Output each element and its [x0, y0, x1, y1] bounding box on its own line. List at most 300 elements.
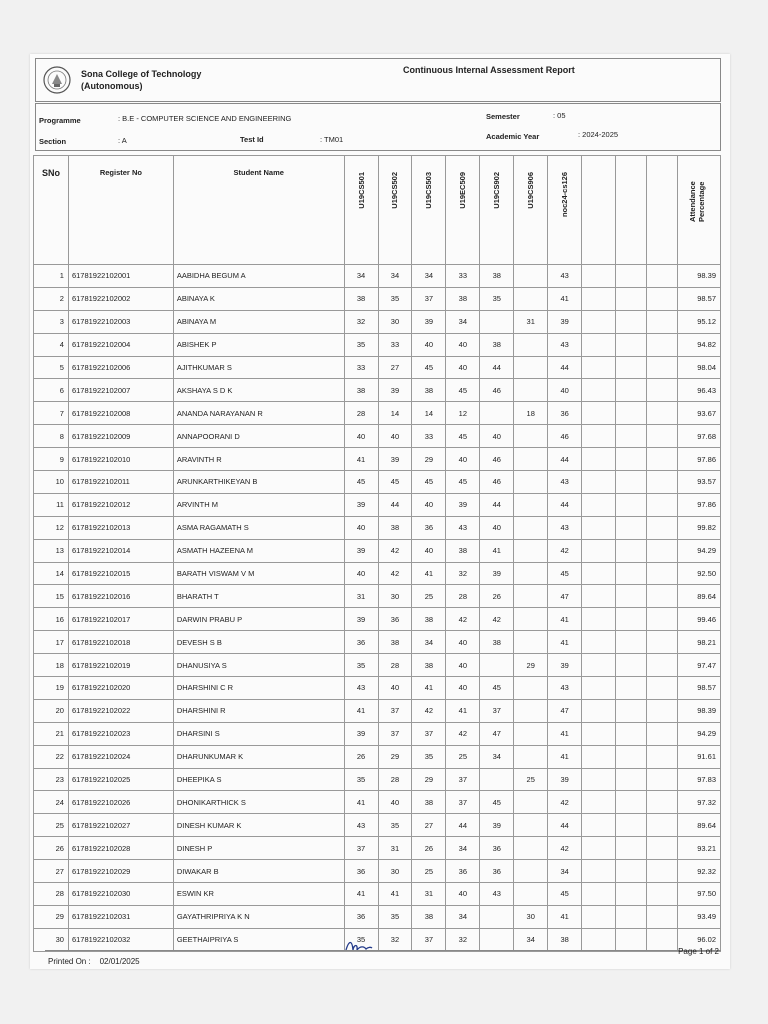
mark-cell: 38 [412, 905, 446, 928]
mark-cell: 40 [412, 493, 446, 516]
mark-cell: 36 [480, 860, 514, 883]
attendance-cell: 97.47 [677, 654, 720, 677]
mark-cell: 34 [480, 745, 514, 768]
student-name-cell: DINESH P [173, 837, 344, 860]
student-name-cell: ARVINTH M [173, 493, 344, 516]
mark-cell: 39 [412, 310, 446, 333]
report-title: Continuous Internal Assessment Report [403, 65, 575, 75]
mark-cell: 43 [548, 677, 582, 700]
mark-cell: 35 [378, 905, 412, 928]
mark-cell [514, 493, 548, 516]
register-no-cell: 61781922102002 [68, 287, 173, 310]
mark-cell: 41 [548, 905, 582, 928]
blank-cell [616, 654, 647, 677]
mark-cell: 41 [344, 883, 378, 906]
mark-cell: 46 [480, 448, 514, 471]
printed-on: Printed On : 02/01/2025 [48, 957, 140, 966]
mark-cell: 39 [344, 722, 378, 745]
mark-cell: 42 [548, 837, 582, 860]
mark-cell: 38 [446, 539, 480, 562]
mark-cell: 39 [548, 310, 582, 333]
table-row [34, 356, 721, 379]
register-no-cell: 61781922102004 [68, 333, 173, 356]
blank-cell [616, 905, 647, 928]
mark-cell: 36 [480, 837, 514, 860]
mark-cell: 38 [446, 287, 480, 310]
mark-cell: 42 [480, 608, 514, 631]
mark-cell: 43 [344, 677, 378, 700]
mark-cell: 39 [344, 493, 378, 516]
mark-cell: 29 [514, 654, 548, 677]
mark-cell: 39 [378, 379, 412, 402]
mark-cell: 14 [378, 402, 412, 425]
section-value: : A [118, 136, 127, 145]
blank-header-3 [646, 156, 677, 265]
mark-cell: 34 [344, 265, 378, 288]
mark-cell: 33 [446, 265, 480, 288]
mark-cell: 44 [378, 493, 412, 516]
subject-header-5: U19CS902 [480, 156, 514, 265]
student-name-cell: DHARSHINI C R [173, 677, 344, 700]
register-no-cell: 61781922102022 [68, 699, 173, 722]
mark-cell [480, 768, 514, 791]
attendance-cell: 97.32 [677, 791, 720, 814]
attendance-cell: 93.21 [677, 837, 720, 860]
mark-cell: 35 [412, 745, 446, 768]
attendance-cell: 97.86 [677, 493, 720, 516]
table-row [34, 928, 721, 951]
mark-cell: 26 [412, 837, 446, 860]
mark-cell [514, 722, 548, 745]
blank-cell [616, 883, 647, 906]
blank-cell [646, 677, 677, 700]
blank-cell [646, 425, 677, 448]
blank-cell [616, 493, 647, 516]
attendance-cell: 92.50 [677, 562, 720, 585]
mark-cell: 38 [480, 631, 514, 654]
attendance-cell: 94.29 [677, 722, 720, 745]
section-label: Section [39, 137, 67, 146]
mark-cell: 28 [378, 768, 412, 791]
blank-cell [616, 631, 647, 654]
blank-cell [616, 722, 647, 745]
mark-cell: 35 [378, 814, 412, 837]
mark-cell: 42 [548, 791, 582, 814]
blank-cell [616, 608, 647, 631]
register-no-cell: 61781922102008 [68, 402, 173, 425]
mark-cell: 31 [344, 585, 378, 608]
register-no-cell: 61781922102028 [68, 837, 173, 860]
student-name-cell: ARUNKARTHIKEYAN B [173, 471, 344, 494]
student-name-cell: AABIDHA BEGUM A [173, 265, 344, 288]
mark-cell: 35 [480, 287, 514, 310]
mark-cell: 37 [412, 722, 446, 745]
sno-cell: 26 [34, 837, 69, 860]
table-row [34, 493, 721, 516]
blank-cell [582, 471, 616, 494]
sno-cell: 28 [34, 883, 69, 906]
blank-cell [582, 699, 616, 722]
mark-cell: 39 [344, 539, 378, 562]
mark-cell: 40 [446, 448, 480, 471]
mark-cell: 14 [412, 402, 446, 425]
mark-cell: 45 [412, 356, 446, 379]
blank-cell [646, 585, 677, 608]
student-name-cell: GEETHAIPRIYA S [173, 928, 344, 951]
blank-cell [646, 837, 677, 860]
sno-cell: 25 [34, 814, 69, 837]
attendance-header: Attendance Percentage [677, 156, 720, 265]
table-row [34, 471, 721, 494]
mark-cell: 47 [480, 722, 514, 745]
page-number: Page 1 of 2 [678, 947, 719, 956]
attendance-cell: 93.49 [677, 905, 720, 928]
mark-cell: 44 [446, 814, 480, 837]
mark-cell: 40 [412, 333, 446, 356]
blank-cell [582, 265, 616, 288]
attendance-cell: 99.46 [677, 608, 720, 631]
mark-cell: 42 [378, 562, 412, 585]
mark-cell: 37 [480, 699, 514, 722]
mark-cell: 38 [344, 287, 378, 310]
mark-cell: 47 [548, 585, 582, 608]
mark-cell: 29 [412, 768, 446, 791]
sno-cell: 23 [34, 768, 69, 791]
blank-cell [646, 379, 677, 402]
college-title-block [81, 68, 201, 92]
blank-cell [616, 471, 647, 494]
table-row [34, 608, 721, 631]
mark-cell: 40 [480, 425, 514, 448]
blank-cell [582, 791, 616, 814]
register-no-cell: 61781922102032 [68, 928, 173, 951]
mark-cell: 12 [446, 402, 480, 425]
table-row [34, 745, 721, 768]
register-no-cell: 61781922102019 [68, 654, 173, 677]
mark-cell: 45 [480, 677, 514, 700]
mark-cell: 34 [412, 265, 446, 288]
sno-cell: 9 [34, 448, 69, 471]
attendance-cell: 96.02 [677, 928, 720, 951]
academic-year-value: : 2024-2025 [578, 130, 619, 139]
sno-cell: 17 [34, 631, 69, 654]
blank-cell [646, 539, 677, 562]
blank-cell [582, 608, 616, 631]
subject-header-4: U19EC509 [446, 156, 480, 265]
mark-cell: 34 [514, 928, 548, 951]
student-name-cell: DHARUNKUMAR K [173, 745, 344, 768]
table-row [34, 333, 721, 356]
register-no-cell: 61781922102016 [68, 585, 173, 608]
mark-cell: 36 [344, 905, 378, 928]
mark-cell: 41 [548, 631, 582, 654]
sno-cell: 29 [34, 905, 69, 928]
mark-cell: 45 [480, 791, 514, 814]
mark-cell: 40 [378, 425, 412, 448]
student-name-cell: DHEEPIKA S [173, 768, 344, 791]
student-name-cell: ASMA RAGAMATH S [173, 516, 344, 539]
mark-cell: 45 [446, 471, 480, 494]
attendance-cell: 94.82 [677, 333, 720, 356]
mark-cell: 42 [548, 539, 582, 562]
mark-cell [514, 814, 548, 837]
mark-cell: 38 [548, 928, 582, 951]
table-row [34, 562, 721, 585]
mark-cell: 28 [378, 654, 412, 677]
blank-cell [646, 402, 677, 425]
blank-cell [646, 928, 677, 951]
blank-cell [616, 333, 647, 356]
mark-cell: 45 [548, 562, 582, 585]
mark-cell: 36 [548, 402, 582, 425]
mark-cell: 40 [344, 562, 378, 585]
sno-cell: 2 [34, 287, 69, 310]
blank-cell [646, 265, 677, 288]
mark-cell [480, 928, 514, 951]
mark-cell: 44 [548, 814, 582, 837]
blank-cell [616, 287, 647, 310]
mark-cell: 36 [344, 631, 378, 654]
table-body [34, 265, 721, 952]
table-row [34, 425, 721, 448]
blank-cell [582, 883, 616, 906]
register-no-cell: 61781922102015 [68, 562, 173, 585]
mark-cell: 41 [548, 608, 582, 631]
register-no-cell: 61781922102023 [68, 722, 173, 745]
attendance-cell: 98.04 [677, 356, 720, 379]
mark-cell: 41 [548, 287, 582, 310]
mark-cell: 43 [480, 883, 514, 906]
blank-cell [616, 837, 647, 860]
register-no-cell: 61781922102026 [68, 791, 173, 814]
student-name-cell: DARWIN PRABU P [173, 608, 344, 631]
blank-cell [646, 493, 677, 516]
register-no-cell: 61781922102010 [68, 448, 173, 471]
mark-cell: 30 [514, 905, 548, 928]
blank-cell [616, 310, 647, 333]
sno-cell: 30 [34, 928, 69, 951]
student-name-cell: DIWAKAR B [173, 860, 344, 883]
mark-cell: 32 [446, 928, 480, 951]
blank-cell [646, 883, 677, 906]
blank-cell [646, 814, 677, 837]
mark-cell: 37 [344, 837, 378, 860]
mark-cell: 43 [446, 516, 480, 539]
attendance-cell: 97.68 [677, 425, 720, 448]
mark-cell: 34 [446, 310, 480, 333]
mark-cell: 35 [344, 333, 378, 356]
mark-cell [514, 265, 548, 288]
mark-cell: 33 [412, 425, 446, 448]
mark-cell [514, 699, 548, 722]
mark-cell [514, 448, 548, 471]
student-name-cell: ANANDA NARAYANAN R [173, 402, 344, 425]
table-row [34, 585, 721, 608]
sno-cell: 10 [34, 471, 69, 494]
mark-cell: 30 [378, 585, 412, 608]
sno-cell: 5 [34, 356, 69, 379]
register-no-cell: 61781922102024 [68, 745, 173, 768]
student-name-cell: DHARSHINI R [173, 699, 344, 722]
mark-cell: 25 [446, 745, 480, 768]
mark-cell: 26 [344, 745, 378, 768]
college-name: Sona College of Technology [81, 69, 202, 79]
table-row [34, 837, 721, 860]
mark-cell: 39 [378, 448, 412, 471]
mark-cell: 28 [344, 402, 378, 425]
mark-cell: 33 [344, 356, 378, 379]
mark-cell: 45 [548, 883, 582, 906]
mark-cell: 40 [378, 677, 412, 700]
blank-cell [582, 379, 616, 402]
mark-cell: 41 [344, 699, 378, 722]
table-row [34, 287, 721, 310]
college-logo-icon [42, 65, 72, 95]
mark-cell: 39 [344, 608, 378, 631]
mark-cell: 34 [446, 905, 480, 928]
mark-cell: 41 [344, 791, 378, 814]
mark-cell: 31 [378, 837, 412, 860]
blank-cell [646, 516, 677, 539]
student-name-cell: DHARSINI S [173, 722, 344, 745]
mark-cell: 40 [412, 539, 446, 562]
mark-cell: 41 [548, 722, 582, 745]
blank-cell [582, 425, 616, 448]
blank-cell [646, 654, 677, 677]
mark-cell: 42 [378, 539, 412, 562]
mark-cell: 35 [378, 287, 412, 310]
attendance-cell: 91.61 [677, 745, 720, 768]
student-name-cell: DEVESH S B [173, 631, 344, 654]
mark-cell: 34 [412, 631, 446, 654]
blank-cell [616, 562, 647, 585]
mark-cell: 40 [446, 631, 480, 654]
mark-cell: 47 [548, 699, 582, 722]
sno-cell: 16 [34, 608, 69, 631]
blank-cell [646, 699, 677, 722]
blank-cell [582, 837, 616, 860]
blank-cell [582, 745, 616, 768]
blank-cell [582, 905, 616, 928]
mark-cell: 45 [446, 425, 480, 448]
attendance-cell: 89.64 [677, 814, 720, 837]
blank-cell [646, 745, 677, 768]
sno-cell: 3 [34, 310, 69, 333]
mark-cell: 40 [344, 516, 378, 539]
mark-cell: 40 [378, 791, 412, 814]
blank-cell [582, 654, 616, 677]
mark-cell: 43 [548, 265, 582, 288]
attendance-cell: 98.39 [677, 265, 720, 288]
mark-cell: 44 [548, 356, 582, 379]
mark-cell: 34 [446, 837, 480, 860]
attendance-cell: 94.29 [677, 539, 720, 562]
mark-cell: 42 [446, 722, 480, 745]
mark-cell: 38 [480, 333, 514, 356]
blank-cell [616, 791, 647, 814]
register-no-cell: 61781922102031 [68, 905, 173, 928]
mark-cell: 39 [480, 814, 514, 837]
mark-cell: 38 [412, 608, 446, 631]
table-row [34, 265, 721, 288]
blank-cell [582, 585, 616, 608]
attendance-cell: 98.57 [677, 677, 720, 700]
mark-cell [514, 837, 548, 860]
blank-cell [646, 791, 677, 814]
blank-cell [646, 310, 677, 333]
mark-cell: 46 [480, 379, 514, 402]
table-row [34, 699, 721, 722]
mark-cell [480, 654, 514, 677]
mark-cell [514, 562, 548, 585]
mark-cell: 46 [480, 471, 514, 494]
register-no-cell: 61781922102014 [68, 539, 173, 562]
attendance-cell: 99.82 [677, 516, 720, 539]
attendance-cell: 95.12 [677, 310, 720, 333]
attendance-cell: 97.50 [677, 883, 720, 906]
mark-cell: 40 [446, 356, 480, 379]
mark-cell: 38 [480, 265, 514, 288]
mark-cell: 27 [378, 356, 412, 379]
mark-cell: 40 [446, 333, 480, 356]
mark-cell: 41 [378, 883, 412, 906]
programme-label: Programme [39, 116, 81, 125]
mark-cell: 32 [446, 562, 480, 585]
blank-header-1 [582, 156, 616, 265]
table-row [34, 448, 721, 471]
student-name-cell: ARAVINTH R [173, 448, 344, 471]
blank-cell [582, 402, 616, 425]
mark-cell: 41 [412, 562, 446, 585]
student-name-cell: GAYATHRIPRIYA K N [173, 905, 344, 928]
blank-cell [616, 677, 647, 700]
sno-cell: 18 [34, 654, 69, 677]
table-row [34, 310, 721, 333]
student-name-cell: ABINAYA K [173, 287, 344, 310]
blank-cell [616, 768, 647, 791]
mark-cell: 39 [446, 493, 480, 516]
mark-cell: 35 [344, 654, 378, 677]
register-no-cell: 61781922102018 [68, 631, 173, 654]
mark-cell: 31 [412, 883, 446, 906]
mark-cell: 37 [378, 699, 412, 722]
mark-cell [514, 539, 548, 562]
mark-cell: 36 [378, 608, 412, 631]
mark-cell [514, 287, 548, 310]
student-name-cell: DINESH KUMAR K [173, 814, 344, 837]
student-name-cell: BARATH VISWAM V M [173, 562, 344, 585]
blank-cell [646, 562, 677, 585]
mark-cell [514, 516, 548, 539]
blank-cell [616, 425, 647, 448]
mark-cell: 32 [378, 928, 412, 951]
mark-cell: 34 [548, 860, 582, 883]
mark-cell [514, 379, 548, 402]
mark-cell: 37 [446, 768, 480, 791]
mark-cell [480, 310, 514, 333]
register-no-cell: 61781922102011 [68, 471, 173, 494]
college-subtitle: (Autonomous) [81, 81, 143, 91]
mark-cell: 40 [446, 883, 480, 906]
mark-cell: 30 [378, 860, 412, 883]
sno-cell: 20 [34, 699, 69, 722]
blank-cell [616, 379, 647, 402]
subject-header-6: U19CS906 [514, 156, 548, 265]
mark-cell: 43 [548, 516, 582, 539]
marks-table [33, 155, 721, 952]
mark-cell: 28 [446, 585, 480, 608]
blank-cell [646, 860, 677, 883]
